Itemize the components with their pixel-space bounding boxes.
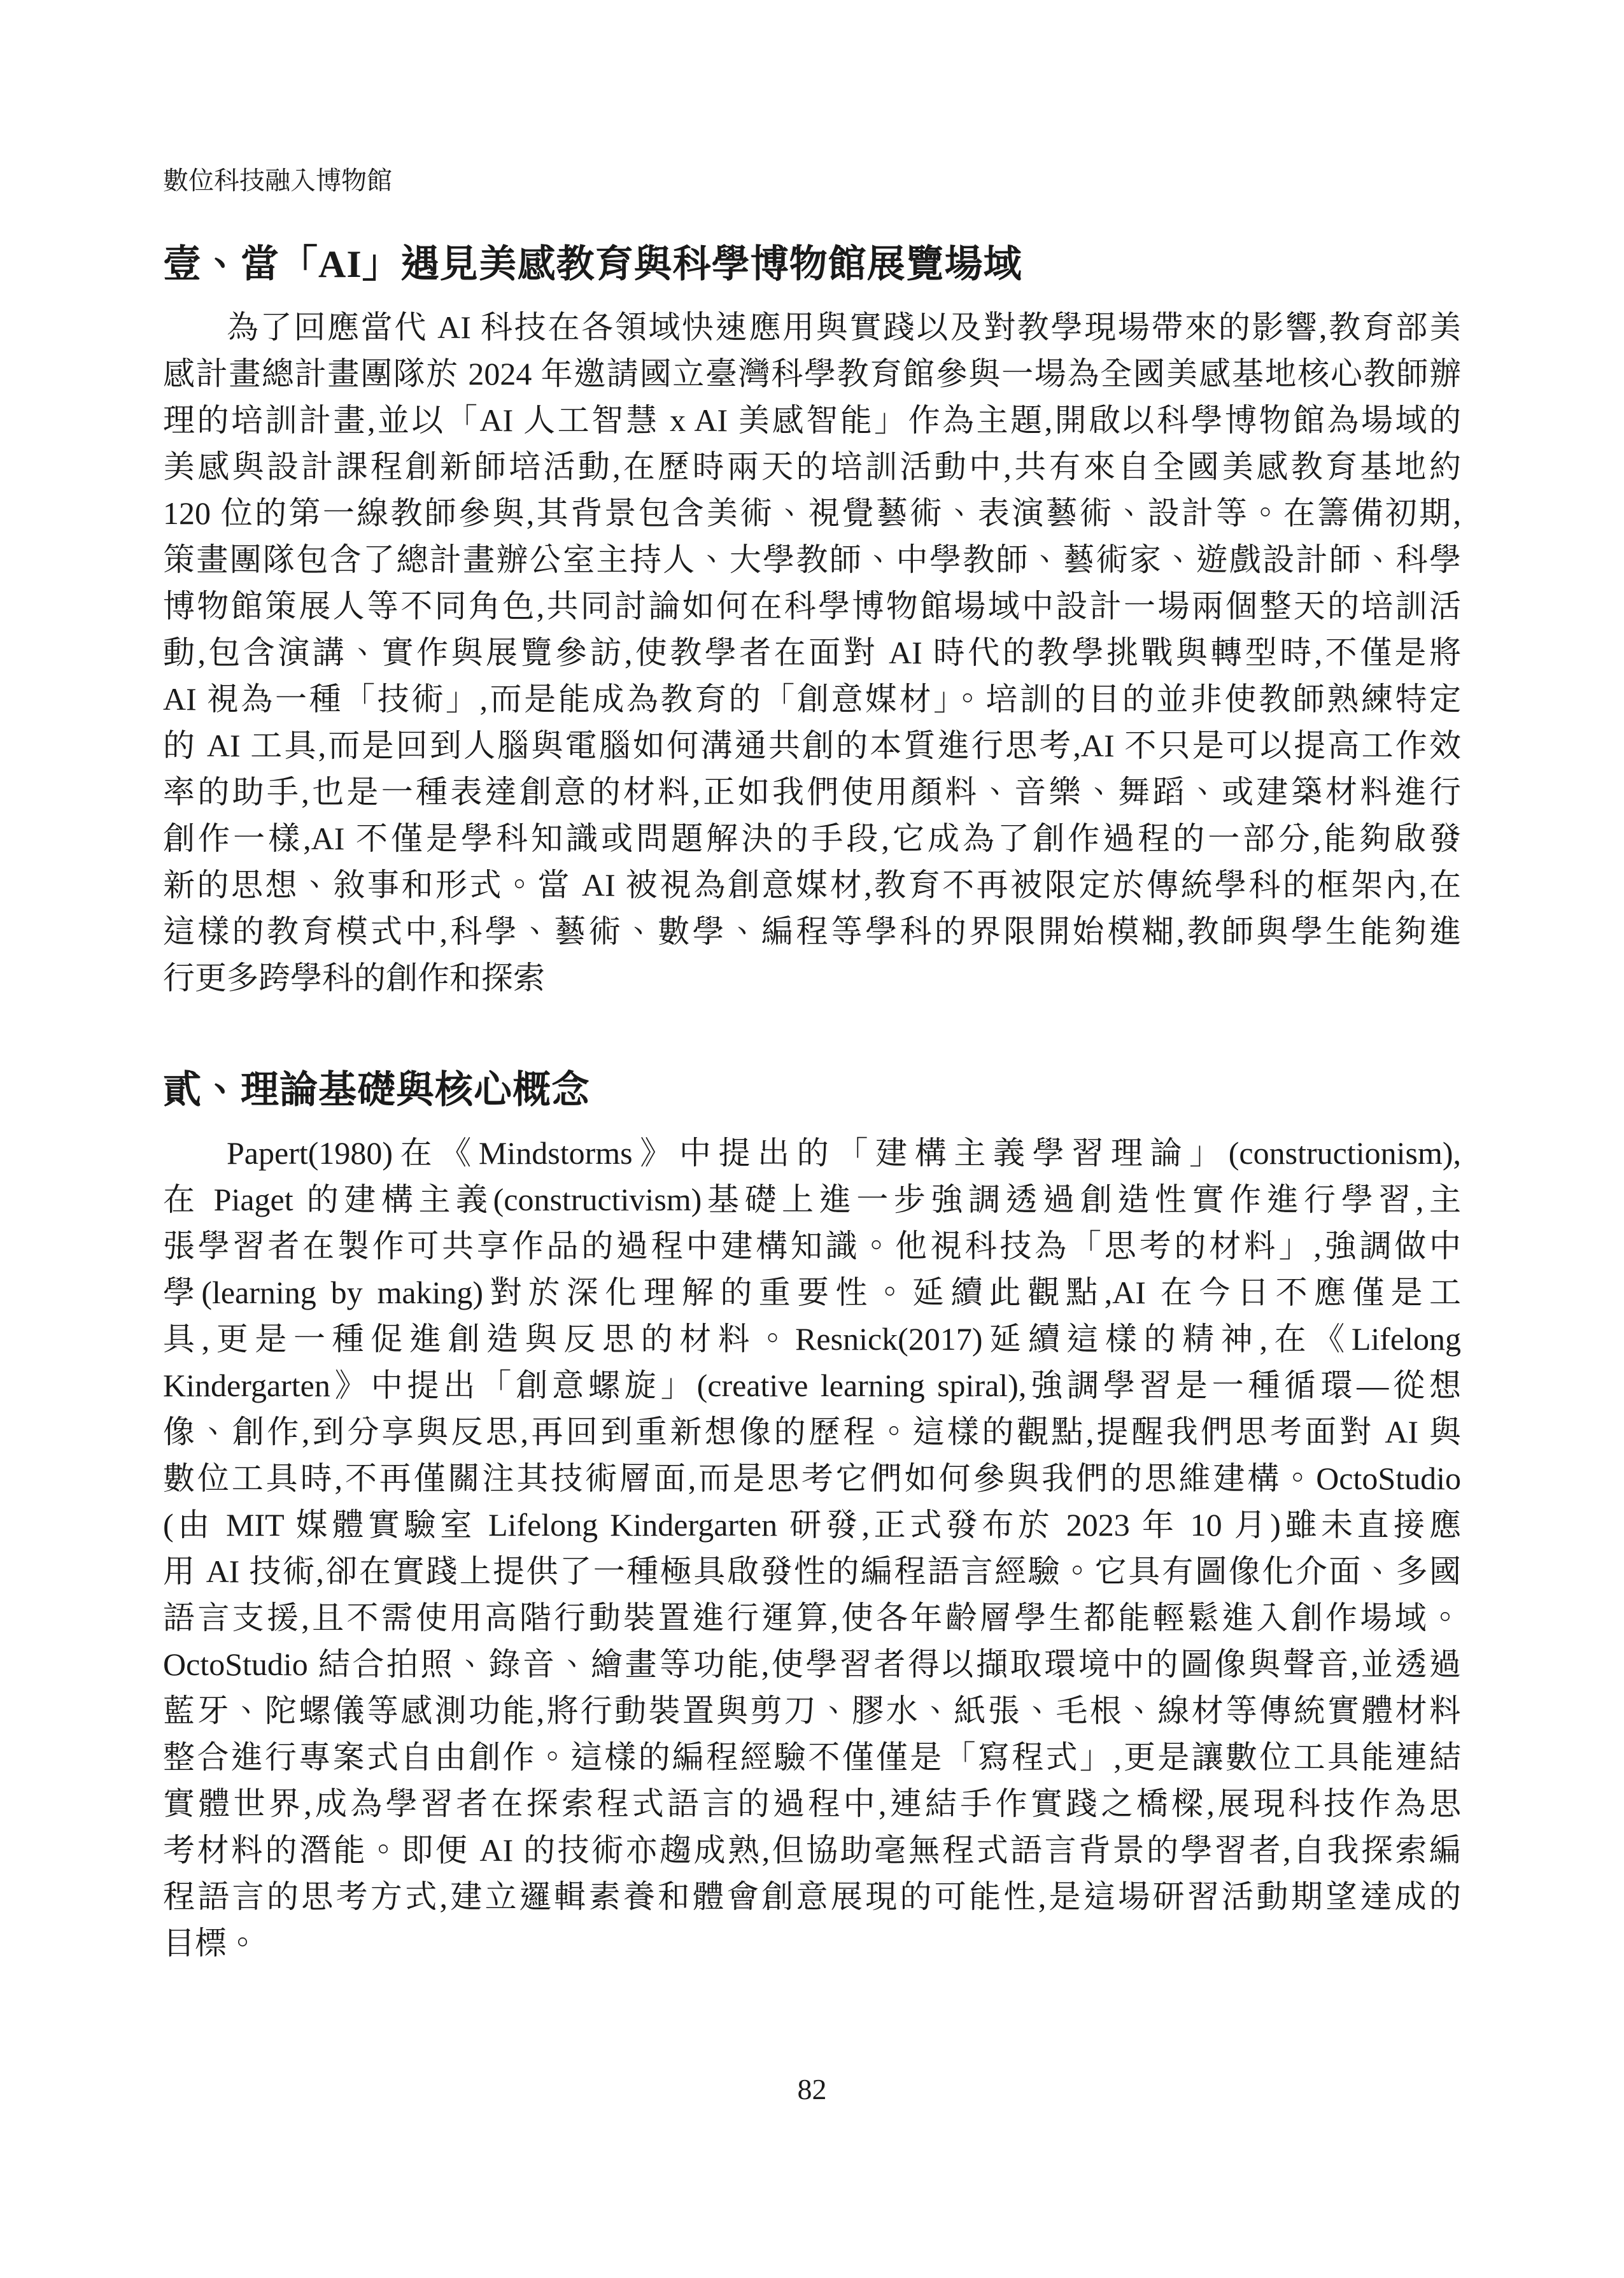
paragraph-line: 的 AI 工具,而是回到人腦與電腦如何溝通共創的本質進行思考,AI 不只是可以提高工作效: [163, 728, 1461, 763]
paragraph-line: 美感與設計課程創新師培活動,在歷時兩天的培訓活動中,共有來自全國美感教育基地約: [163, 449, 1461, 485]
section1-heading: 壹、當「AI」遇見美感教育與科學博物館展覽場域: [163, 243, 1022, 285]
paragraph-line: 策畫團隊包含了總計畫辦公室主持人、大學教師、中學教師、藝術家、遊戲設計師、科學: [163, 542, 1461, 577]
paragraph-line: 程語言的思考方式,建立邏輯素養和體會創意展現的可能性,是這場研習活動期望達成的: [163, 1879, 1461, 1914]
paragraph-line: 動,包含演講、實作與展覽參訪,使教學者在面對 AI 時代的教學挑戰與轉型時,不僅是將: [163, 635, 1461, 670]
paragraph-line: 這樣的教育模式中,科學、藝術、數學、編程等學科的界限開始模糊,教師與學生能夠進: [163, 914, 1461, 949]
running-header: 數位科技融入博物館: [163, 166, 392, 195]
paragraph-line: 博物館策展人等不同角色,共同討論如何在科學博物館場域中設計一場兩個整天的培訓活: [163, 588, 1461, 624]
paragraph-line: (由 MIT 媒體實驗室 Lifelong Kindergarten 研發,正式發布於 2023 年 10 月)雖未直接應: [163, 1507, 1461, 1543]
paragraph-line: 理的培訓計畫,並以「AI 人工智慧 x AI 美感智能」作為主題,開啟以科學博物館為場域的: [163, 402, 1461, 438]
paragraph-line: 語言支援,且不需使用高階行動裝置進行運算,使各年齡層學生都能輕鬆進入創作場域。: [163, 1600, 1461, 1636]
paragraph-line: Papert(1980)在《Mindstorms》中提出的「建構主義學習理論」(constructionism),: [227, 1135, 1461, 1171]
paragraph-line: 感計畫總計畫團隊於 2024 年邀請國立臺灣科學教育館參與一場為全國美感基地核心教師辦: [163, 356, 1461, 392]
paragraph-line: OctoStudio 結合拍照、錄音、繪畫等功能,使學習者得以擷取環境中的圖像與聲音,並透過: [163, 1646, 1461, 1682]
section1-paragraph: [163, 304, 1461, 1001]
paragraph-line: 學(learning by making)對於深化理解的重要性。延續此觀點,AI 在今日不應僅是工: [163, 1275, 1461, 1310]
paragraph-line: 目標。: [163, 1925, 258, 1961]
paragraph-line: 具,更是一種促進創造與反思的材料。Resnick(2017)延續這樣的精神,在《Lifelong: [163, 1321, 1461, 1357]
paragraph-line: 用 AI 技術,卻在實踐上提供了一種極具啟發性的編程語言經驗。它具有圖像化介面、多國: [163, 1553, 1461, 1589]
paragraph-line: 數位工具時,不再僅關注其技術層面,而是思考它們如何參與我們的思維建構。OctoStudio: [163, 1461, 1461, 1496]
paragraph-line: 考材料的潛能。即便 AI 的技術亦趨成熟,但協助毫無程式語言背景的學習者,自我探索編: [163, 1832, 1461, 1868]
paragraph-line: 創作一樣,AI 不僅是學科知識或問題解決的手段,它成為了創作過程的一部分,能夠啟發: [163, 821, 1461, 856]
section2-paragraph: [163, 1130, 1461, 1967]
paragraph-line: 120 位的第一線教師參與,其背景包含美術、視覺藝術、表演藝術、設計等。在籌備初期,: [163, 495, 1461, 531]
paragraph-line: 在 Piaget 的建構主義(constructivism)基礎上進一步強調透過創造性實作進行學習,主: [163, 1182, 1461, 1217]
paragraph-line: 新的思想、敘事和形式。當 AI 被視為創意媒材,教育不再被限定於傳統學科的框架內,在: [163, 867, 1461, 903]
paragraph-line: AI 視為一種「技術」,而是能成為教育的「創意媒材」。培訓的目的並非使教師熟練特定: [163, 681, 1461, 717]
page-number: 82: [797, 2073, 827, 2105]
paragraph-line: Kindergarten》中提出「創意螺旋」(creative learning spiral),強調學習是一種循環—從想: [163, 1368, 1461, 1403]
paragraph-line: 為了回應當代 AI 科技在各領域快速應用與實踐以及對教學現場帶來的影響,教育部美: [227, 309, 1461, 345]
paragraph-line: 行更多跨學科的創作和探索: [163, 960, 545, 996]
paragraph-line: 像、創作,到分享與反思,再回到重新想像的歷程。這樣的觀點,提醒我們思考面對 AI 與: [163, 1414, 1461, 1450]
paragraph-line: 實體世界,成為學習者在探索程式語言的過程中,連結手作實踐之橋樑,展現科技作為思: [163, 1786, 1461, 1822]
paragraph-line: 藍牙、陀螺儀等感測功能,將行動裝置與剪刀、膠水、紙張、毛根、線材等傳統實體材料: [163, 1693, 1461, 1729]
paragraph-line: 率的助手,也是一種表達創意的材料,正如我們使用顏料、音樂、舞蹈、或建築材料進行: [163, 774, 1461, 810]
section2-heading: 貳、理論基礎與核心概念: [163, 1069, 590, 1111]
paragraph-line: 張學習者在製作可共享作品的過程中建構知識。他視科技為「思考的材料」,強調做中: [163, 1228, 1461, 1264]
paragraph-line: 整合進行專案式自由創作。這樣的編程經驗不僅僅是「寫程式」,更是讓數位工具能連結: [163, 1739, 1461, 1775]
